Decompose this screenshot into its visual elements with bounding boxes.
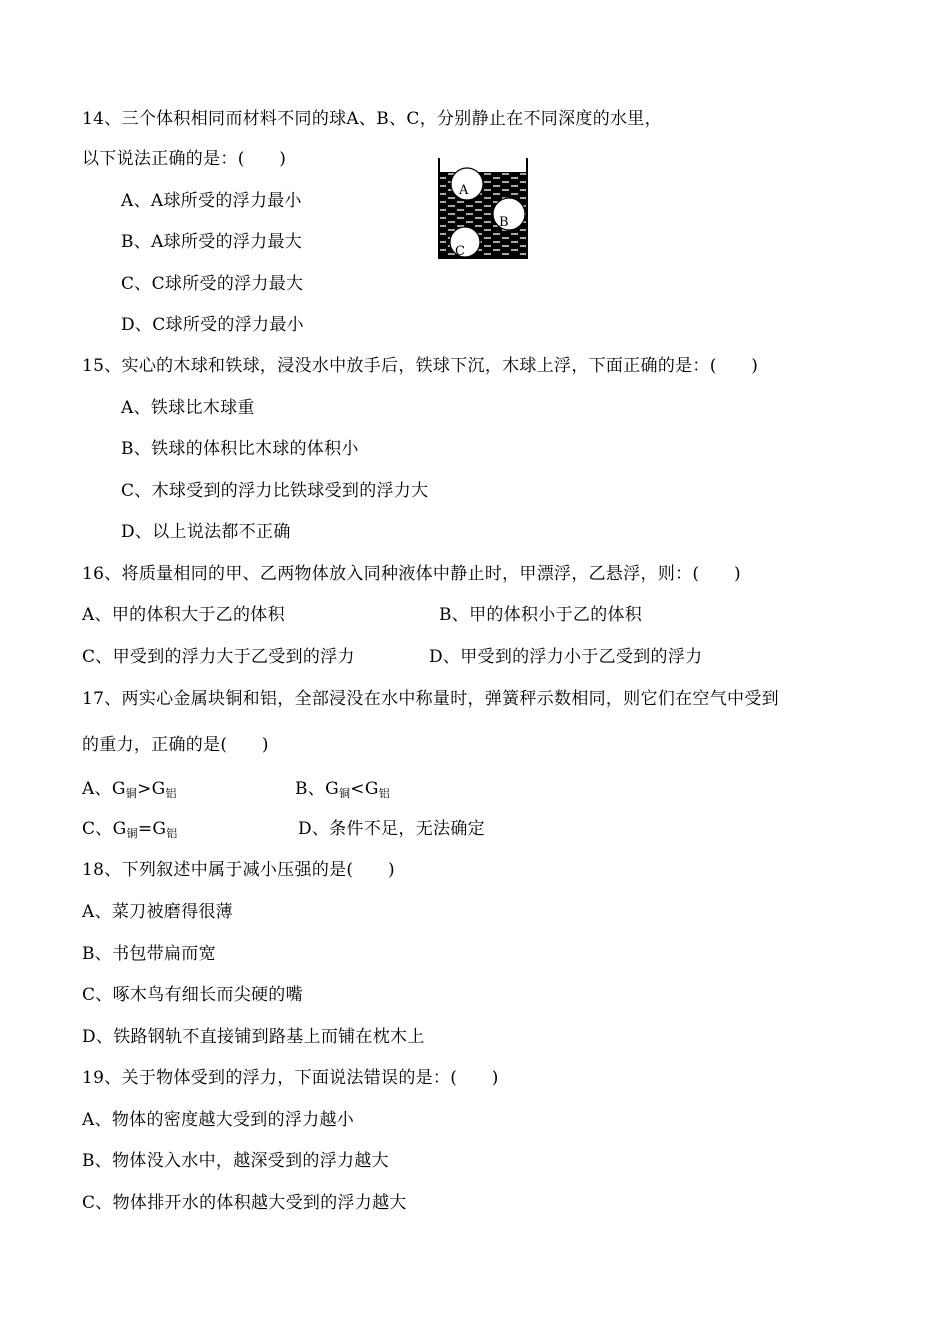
q17-option-b: B、$G_铜<G_铝$	[295, 779, 391, 800]
q18-stem: 18、下列叙述中属于减小压强的是( )	[82, 860, 395, 880]
q18-option-a: A、菜刀被磨得很薄	[82, 902, 233, 922]
q14-option-a: A、A球所受的浮力最小	[121, 191, 302, 211]
q15-option-b: B、铁球的体积比木球的体积小	[121, 439, 359, 459]
q15-option-a: A、铁球比木球重	[121, 398, 255, 418]
q19-option-b: B、物体没入水中，越深受到的浮力越大	[82, 1151, 389, 1171]
q14-stem-2: 以下说法正确的是：( )	[82, 149, 287, 169]
q16-option-c: C、甲受到的浮力大于乙受到的浮力	[82, 647, 355, 667]
q16-option-a: A、甲的体积大于乙的体积	[82, 605, 285, 625]
q19-option-c: C、物体排开水的体积越大受到的浮力越大	[82, 1193, 407, 1213]
ball-c-label: C	[455, 244, 465, 259]
q14-option-c: C、C球所受的浮力最大	[121, 274, 304, 294]
ball-b	[493, 198, 525, 230]
q18-option-d: D、铁路钢轨不直接铺到路基上而铺在枕木上	[82, 1027, 425, 1047]
q17-stem-2: 的重力，正确的是( )	[82, 735, 269, 755]
q17-option-d: D、条件不足，无法确定	[298, 819, 485, 839]
ball-a-label: A	[459, 183, 469, 198]
q14-option-b: B、A球所受的浮力最大	[121, 232, 303, 252]
q16-stem: 16、将质量相同的甲、乙两物体放入同种液体中静止时，甲漂浮，乙悬浮，则：( )	[82, 564, 741, 584]
q17-option-a: A、$G_铜>G_铝$	[82, 779, 177, 800]
ball-b-label: B	[499, 215, 509, 230]
q16-option-d: D、甲受到的浮力小于乙受到的浮力	[429, 647, 703, 667]
beaker-figure	[437, 158, 529, 260]
q18-option-b: B、书包带扁而宽	[82, 944, 216, 964]
q17-option-c: C、$G_铜=G_铝$	[82, 819, 178, 840]
q14-stem: 14、三个体积相同而材料不同的球A、B、C，分别静止在不同深度的水里，	[82, 109, 662, 129]
q15-stem: 15、实心的木球和铁球，浸没水中放手后，铁球下沉，木球上浮，下面正确的是：( )	[82, 356, 759, 376]
q19-option-a: A、物体的密度越大受到的浮力越小	[82, 1110, 355, 1130]
q17-stem: 17、两实心金属块铜和铝，全部浸没在水中称量时，弹簧秤示数相同，则它们在空气中受到	[82, 689, 779, 709]
q15-option-c: C、木球受到的浮力比铁球受到的浮力大	[121, 481, 429, 501]
q15-option-d: D、以上说法都不正确	[121, 522, 291, 542]
q16-option-b: B、甲的体积小于乙的体积	[439, 605, 643, 625]
q19-stem: 19、关于物体受到的浮力，下面说法错误的是：( )	[82, 1068, 499, 1088]
q14-option-d: D、C球所受的浮力最小	[121, 315, 304, 335]
q18-option-c: C、啄木鸟有细长而尖硬的嘴	[82, 985, 303, 1005]
